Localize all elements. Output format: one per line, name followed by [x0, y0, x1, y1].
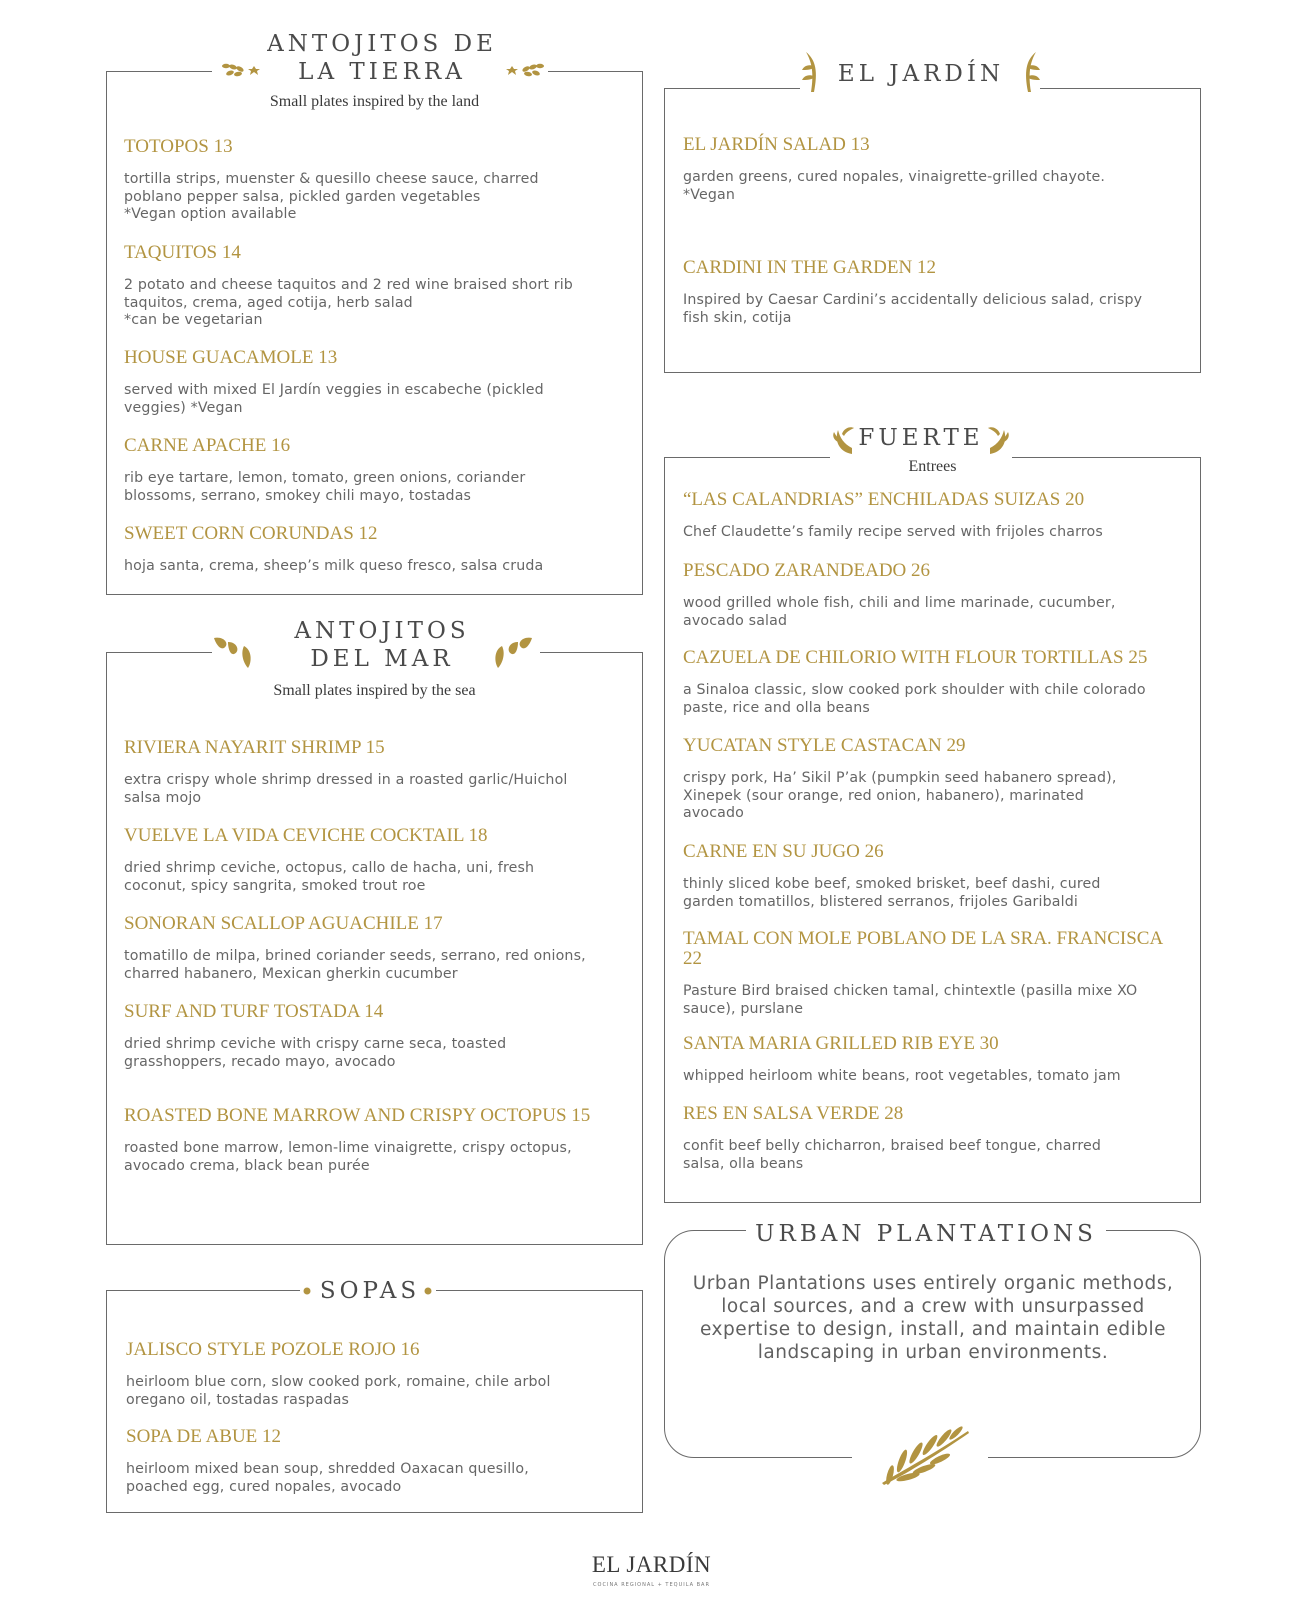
- item-desc: crispy pork, Ha’ Sikil P’ak (pumpkin seed habanero spread), Xinepek (sour orange, red onion, habanero), marinated avocado: [683, 770, 1117, 821]
- urban-plantations-title: URBAN PLANTATIONS: [755, 1221, 1097, 1247]
- menu-item: [124, 348, 624, 417]
- menu-item: [683, 1034, 1193, 1086]
- item-desc: served with mixed El Jardín veggies in escabeche (pickled veggies) *Vegan: [124, 382, 544, 416]
- menu-item: [124, 826, 629, 895]
- item-desc: heirloom mixed bean soup, shredded Oaxacan quesillo, poached egg, cured nopales, avocado: [126, 1461, 529, 1495]
- item-desc: wood grilled whole fish, chili and lime marinade, cucumber, avocado salad: [683, 595, 1116, 629]
- antojitos-mar-title-line1: ANTOJITOS: [294, 618, 470, 644]
- item-desc: tomatillo de milpa, brined coriander seeds, serrano, red onions, charred habanero, Mexican gherkin cucumber: [124, 948, 586, 982]
- menu-item: [683, 490, 1193, 542]
- leaf-sprig-left-icon: [220, 58, 266, 80]
- curl-right-icon: [984, 424, 1010, 456]
- menu-item: [683, 258, 1188, 327]
- antojitos-tierra-title-line1: ANTOJITOS DE: [267, 31, 497, 57]
- item-name: CARNE EN SU JUGO 26: [683, 841, 884, 862]
- item-desc: thinly sliced kobe beef, smoked brisket, beef dashi, cured garden tomatillos, blistered serranos, frijoles Garibaldi: [683, 876, 1101, 910]
- item-name: TAQUITOS 14: [124, 242, 241, 263]
- footer-tagline: COCINA REGIONAL + TEQUILA BAR: [593, 1582, 710, 1588]
- item-desc: extra crispy whole shrimp dressed in a roasted garlic/Huichol salsa mojo: [124, 772, 568, 806]
- item-name: HOUSE GUACAMOLE 13: [124, 347, 338, 368]
- fern-left-icon: [800, 50, 824, 94]
- branch-leaves-icon: [872, 1425, 972, 1489]
- item-name: YUCATAN STYLE CASTACAN 29: [683, 735, 966, 756]
- item-desc: rib eye tartare, lemon, tomato, green onions, coriander blossoms, serrano, smokey chili mayo, tostadas: [124, 470, 526, 504]
- antojitos-tierra-subtitle: Small plates inspired by the land: [269, 93, 480, 110]
- menu-item: [683, 561, 1193, 630]
- menu-item: [683, 648, 1193, 717]
- item-name: EL JARDÍN SALAD 13: [683, 134, 870, 155]
- menu-item: [124, 1002, 629, 1071]
- item-name: TOTOPOS 13: [124, 136, 233, 157]
- menu-item: [124, 436, 624, 505]
- item-desc: dried shrimp ceviche, octopus, callo de hacha, uni, fresh coconut, spicy sangrita, smoked trout roe: [124, 860, 535, 894]
- drop-leaves-right-icon: [488, 634, 536, 672]
- item-desc: heirloom blue corn, slow cooked pork, romaine, chile arbol oregano oil, tostadas raspadas: [126, 1374, 551, 1408]
- item-name: CARDINI IN THE GARDEN 12: [683, 257, 936, 278]
- menu-item: [683, 736, 1193, 823]
- menu-item: [126, 1427, 631, 1496]
- menu-item: [124, 1106, 629, 1175]
- fuerte-subtitle: Entrees: [908, 458, 957, 475]
- menu-item: [683, 842, 1193, 911]
- item-name: SOPA DE ABUE 12: [126, 1426, 282, 1447]
- menu-item: [124, 243, 624, 330]
- el-jardin-title: EL JARDÍN: [837, 61, 1005, 87]
- antojitos-mar-title: [262, 617, 502, 673]
- item-desc: confit beef belly chicharron, braised beef tongue, charred salsa, olla beans: [683, 1138, 1102, 1172]
- fern-right-icon: [1018, 50, 1042, 94]
- footer-logo: EL JARDÍN: [591, 1552, 712, 1577]
- antojitos-mar-subtitle: Small plates inspired by the sea: [273, 682, 476, 699]
- item-desc: Pasture Bird braised chicken tamal, chintextle (pasilla mixe XO sauce), purslane: [683, 983, 1138, 1017]
- item-name: SONORAN SCALLOP AGUACHILE 17: [124, 913, 443, 934]
- item-name: RES EN SALSA VERDE 28: [683, 1103, 904, 1124]
- item-desc: tortilla strips, muenster & quesillo cheese sauce, charred poblano pepper salsa, pickled garden vegetables *Vegan option available: [124, 171, 539, 222]
- drop-leaves-left-icon: [210, 634, 258, 672]
- item-name: SURF AND TURF TOSTADA 14: [124, 1001, 384, 1022]
- sopas-title: SOPAS: [319, 1278, 421, 1304]
- item-name: TAMAL CON MOLE POBLANO DE LA SRA. FRANCISCA 22: [683, 928, 1164, 969]
- item-name: JALISCO STYLE POZOLE ROJO 16: [126, 1339, 420, 1360]
- item-desc: Inspired by Caesar Cardini’s accidentally delicious salad, crispy fish skin, cotija: [683, 292, 1143, 326]
- item-desc: roasted bone marrow, lemon-lime vinaigrette, crispy octopus, avocado crema, black bean purée: [124, 1140, 572, 1174]
- menu-item: [683, 135, 1188, 204]
- el-jardin-section: [664, 88, 1201, 373]
- urban-plantations-text: Urban Plantations uses entirely organic methods, local sources, and a crew with unsurpassed expertise to design, install, and maintain edible landscaping in urban environments.: [692, 1273, 1174, 1363]
- item-desc: whipped heirloom white beans, root vegetables, tomato jam: [683, 1068, 1121, 1084]
- item-desc: a Sinaloa classic, slow cooked pork shoulder with chile colorado paste, rice and olla beans: [683, 682, 1146, 716]
- item-desc: garden greens, cured nopales, vinaigrette-grilled chayote. *Vegan: [683, 169, 1106, 203]
- item-desc: Chef Claudette’s family recipe served with frijoles charros: [683, 524, 1103, 540]
- antojitos-mar-title-line2: DEL MAR: [310, 646, 454, 672]
- item-name: SANTA MARIA GRILLED RIB EYE 30: [683, 1033, 999, 1054]
- item-name: ROASTED BONE MARROW AND CRISPY OCTOPUS 15: [124, 1105, 591, 1126]
- menu-item: [126, 1340, 631, 1409]
- menu-item: [683, 929, 1193, 1018]
- antojitos-tierra-title-line2: LA TIERRA: [298, 59, 466, 85]
- menu-item: [124, 738, 629, 807]
- item-desc: 2 potato and cheese taquitos and 2 red wine braised short rib taquitos, crema, aged cotija, herb salad *can be vegetarian: [124, 277, 573, 328]
- menu-item: [124, 137, 624, 224]
- item-name: “LAS CALANDRIAS” ENCHILADAS SUIZAS 20: [683, 489, 1085, 510]
- item-name: SWEET CORN CORUNDAS 12: [124, 523, 378, 544]
- item-name: CAZUELA DE CHILORIO WITH FLOUR TORTILLAS 25: [683, 647, 1148, 668]
- menu-item: [124, 524, 624, 576]
- menu-item: [124, 914, 629, 983]
- menu-item: [683, 1104, 1193, 1173]
- item-desc: hoja santa, crema, sheep’s milk queso fresco, salsa cruda: [124, 558, 544, 574]
- item-desc: dried shrimp ceviche with crispy carne seca, toasted grasshoppers, recado mayo, avocado: [124, 1036, 507, 1070]
- item-name: CARNE APACHE 16: [124, 435, 291, 456]
- antojitos-tierra-title: [252, 30, 512, 86]
- curl-left-icon: [832, 424, 858, 456]
- item-name: VUELVE LA VIDA CEVICHE COCKTAIL 18: [124, 825, 488, 846]
- item-name: RIVIERA NAYARIT SHRIMP 15: [124, 737, 385, 758]
- fuerte-title: FUERTE: [858, 425, 984, 451]
- leaf-sprig-right-icon: [500, 58, 546, 80]
- item-name: PESCADO ZARANDEADO 26: [683, 560, 931, 581]
